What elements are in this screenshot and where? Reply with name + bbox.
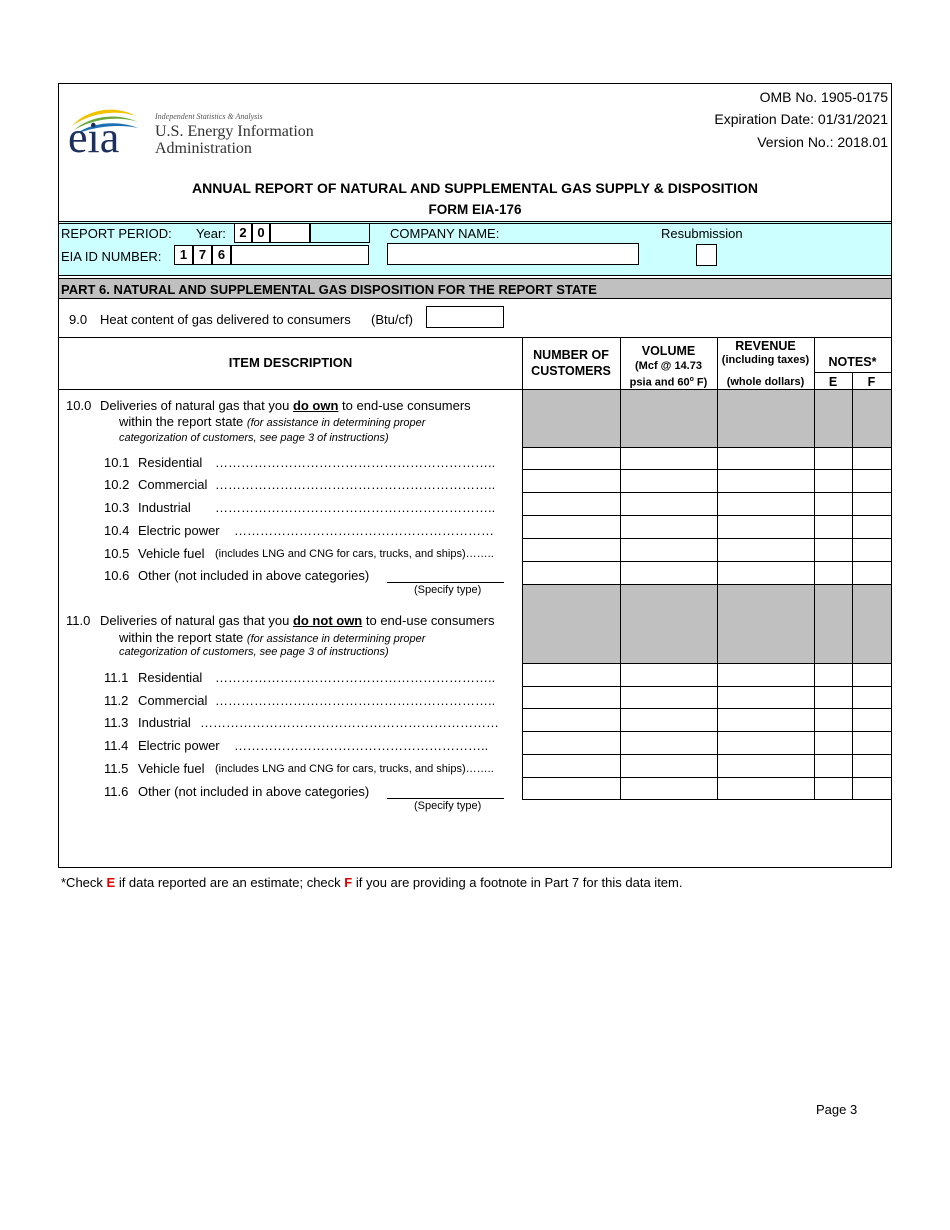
- item-10-6-specify-label: (Specify type): [414, 584, 482, 596]
- resubmission-checkbox[interactable]: [696, 244, 717, 266]
- grid10-gray-vline-3: [717, 389, 718, 447]
- agency-tagline: Independent Statistics & Analysis: [155, 112, 263, 121]
- item-11-2-dots: ………………………………………………………..: [215, 693, 496, 708]
- item-10-1-dots: ………………………………………………………..: [215, 455, 496, 470]
- sec10-row-3-note-f-input[interactable]: [853, 493, 891, 515]
- sec11-row-3-note-f-input[interactable]: [853, 709, 891, 731]
- sec11-row-4-customers-input[interactable]: [523, 732, 620, 754]
- sec11-row-5-volume-input[interactable]: [621, 755, 717, 777]
- sec10-row-2-revenue-input[interactable]: [718, 470, 814, 492]
- sec11-row-4-revenue-input[interactable]: [718, 732, 814, 754]
- item-10-3-dots: ………………………………………………………..: [215, 500, 496, 515]
- form-title: ANNUAL REPORT OF NATURAL AND SUPPLEMENTAL GAS SUPPLY & DISPOSITION: [191, 180, 758, 196]
- sec10-row-1-note-e-input[interactable]: [815, 448, 852, 469]
- item-10-6-specify-line: [387, 582, 504, 583]
- sec10-row-6-customers-input[interactable]: [523, 562, 620, 584]
- grid11-gray-vline-4: [814, 584, 815, 663]
- sec11-row-4-note-f-input[interactable]: [853, 732, 891, 754]
- year-label: Year:: [196, 226, 226, 241]
- item-11-6-specify-label: (Specify type): [414, 800, 482, 812]
- sec10-row-2-note-f-input[interactable]: [853, 470, 891, 492]
- section-11-line2: within the report state (for assistance in determining proper: [119, 630, 426, 645]
- grid11-gray-vline-2: [620, 584, 621, 663]
- heat-unit: (Btu/cf): [371, 312, 413, 327]
- item-11-6-label: Other (not included in above categories): [138, 784, 370, 799]
- sec11-row-1-volume-input[interactable]: [621, 664, 717, 686]
- item-11-1-number: 11.1: [104, 670, 129, 685]
- grid11-gray-vline-5: [852, 584, 853, 663]
- hdr-vline-3: [717, 337, 718, 389]
- sec10-row-3-volume-input[interactable]: [621, 493, 717, 515]
- item-11-3-dots: ……………………………………………………………: [200, 715, 499, 730]
- col-item-description: ITEM DESCRIPTION: [228, 355, 353, 370]
- agency-name-line1: U.S. Energy Information: [155, 123, 314, 140]
- gray-block-11: [522, 584, 891, 663]
- sec10-row-6-note-e-input[interactable]: [815, 562, 852, 584]
- company-name-input[interactable]: [387, 243, 639, 265]
- heat-label: Heat content of gas delivered to consumers: [100, 312, 351, 327]
- item-10-2-label: Commercial: [138, 477, 208, 492]
- item-10-3-label: Industrial: [138, 500, 191, 515]
- sec11-vline-6: [891, 584, 892, 799]
- sec10-row-6-revenue-input[interactable]: [718, 562, 814, 584]
- item-10-4-number: 10.4: [104, 523, 130, 538]
- item-11-4-number: 11.4: [104, 738, 129, 753]
- col-notes-e: E: [828, 375, 838, 389]
- section-11-line3: categorization of customers, see page 3 of instructions): [119, 646, 389, 658]
- report-period-label: REPORT PERIOD:: [61, 226, 172, 241]
- item-10-3-number: 10.3: [104, 500, 130, 515]
- grid11-gray-vline-1: [522, 584, 523, 663]
- item-11-5-number: 11.5: [104, 761, 129, 776]
- item-11-4-dots: …………………………………………………..: [234, 738, 489, 753]
- item-11-1-label: Residential: [138, 670, 203, 685]
- item-11-3-number: 11.3: [104, 715, 129, 730]
- item-10-5-note: (includes LNG and CNG for cars, trucks, and ships)……..: [215, 548, 494, 560]
- eia-id-digit-3[interactable]: 6: [212, 245, 231, 265]
- item-10-5-number: 10.5: [104, 546, 130, 561]
- agency-name-line2: Administration: [155, 140, 252, 157]
- page-number: Page 3: [816, 1102, 858, 1117]
- company-name-label: COMPANY NAME:: [390, 226, 500, 241]
- sec10-row-5-note-f-input[interactable]: [853, 539, 891, 561]
- year-digit-2[interactable]: 0: [252, 223, 270, 243]
- sec10-row-1-revenue-input[interactable]: [718, 448, 814, 469]
- eia-id-digit-1[interactable]: 1: [174, 245, 193, 265]
- col-customers-line2: CUSTOMERS: [531, 364, 611, 378]
- footnote: *Check E if data reported are an estimate; check F if you are providing a footnote in Part 7 for this data item.: [61, 875, 683, 890]
- sec11-row-5-note-e-input[interactable]: [815, 755, 852, 777]
- sec10-row-5-volume-input[interactable]: [621, 539, 717, 561]
- item-11-6-number: 11.6: [104, 784, 129, 799]
- sec11-row-4-note-e-input[interactable]: [815, 732, 852, 754]
- section-11-heading: Deliveries of natural gas that you do not own to end-use consumers: [100, 613, 495, 628]
- sec10-hline-7: [522, 584, 891, 585]
- sec10-row-4-customers-input[interactable]: [523, 516, 620, 538]
- sec10-row-4-volume-input[interactable]: [621, 516, 717, 538]
- omb-number: OMB No. 1905-0175: [759, 89, 888, 105]
- grid10-gray-vline-5: [852, 389, 853, 447]
- grid10-gray-vline-4: [814, 389, 815, 447]
- sec10-row-1-customers-input[interactable]: [523, 448, 620, 469]
- heat-content-input[interactable]: [426, 306, 504, 328]
- sec10-row-2-note-e-input[interactable]: [815, 470, 852, 492]
- sec11-row-1-revenue-input[interactable]: [718, 664, 814, 686]
- sec11-row-2-customers-input[interactable]: [523, 687, 620, 708]
- sec11-row-2-note-f-input[interactable]: [853, 687, 891, 708]
- sec11-row-6-note-e-input[interactable]: [815, 778, 852, 799]
- grid10-gray-vline-2: [620, 389, 621, 447]
- year-field-spacer: [310, 223, 370, 243]
- version-number: Version No.: 2018.01: [757, 134, 888, 150]
- sec10-row-5-customers-input[interactable]: [523, 539, 620, 561]
- col-volume-line1: VOLUME: [641, 344, 696, 358]
- item-10-5-label: Vehicle fuel: [138, 546, 205, 561]
- grid10-gray-vline-1: [522, 389, 523, 447]
- sec10-row-1-volume-input[interactable]: [621, 448, 717, 469]
- sec10-row-3-revenue-input[interactable]: [718, 493, 814, 515]
- sec11-row-1-note-e-input[interactable]: [815, 664, 852, 686]
- sec11-hline-7: [522, 799, 891, 800]
- form-number: FORM EIA-176: [428, 202, 522, 217]
- item-11-3-label: Industrial: [138, 715, 191, 730]
- section-11-number: 11.0: [66, 613, 91, 628]
- item-10-2-number: 10.2: [104, 477, 130, 492]
- sec10-row-3-customers-input[interactable]: [523, 493, 620, 515]
- sec10-row-6-volume-input[interactable]: [621, 562, 717, 584]
- gray-block-10: [522, 390, 891, 447]
- sec11-row-3-note-e-input[interactable]: [815, 709, 852, 731]
- item-10-6-label: Other (not included in above categories): [138, 568, 370, 583]
- resubmission-label: Resubmission: [661, 226, 743, 241]
- col-notes-f: F: [867, 375, 876, 389]
- hdr-vline-1: [522, 337, 523, 389]
- item-11-5-label: Vehicle fuel: [138, 761, 205, 776]
- sec11-row-5-revenue-input[interactable]: [718, 755, 814, 777]
- sec11-row-5-customers-input[interactable]: [523, 755, 620, 777]
- sec11-row-2-revenue-input[interactable]: [718, 687, 814, 708]
- hdr-vline-5: [852, 372, 853, 389]
- year-digit-1[interactable]: 2: [234, 223, 252, 243]
- sec10-row-4-note-f-input[interactable]: [853, 516, 891, 538]
- sec10-row-3-note-e-input[interactable]: [815, 493, 852, 515]
- sec11-row-4-volume-input[interactable]: [621, 732, 717, 754]
- col-notes: NOTES*: [828, 355, 877, 369]
- col-volume-line3: psia and 60$^o$ F): [629, 376, 708, 389]
- item-10-6-number: 10.6: [104, 568, 130, 583]
- item-11-2-number: 11.2: [104, 693, 129, 708]
- item-11-1-dots: ………………………………………………………..: [215, 670, 496, 685]
- heat-number: 9.0: [69, 312, 88, 327]
- logo-text: eia: [68, 113, 120, 162]
- item-11-4-label: Electric power: [138, 738, 220, 753]
- sec11-row-2-volume-input[interactable]: [621, 687, 717, 708]
- eia-id-remaining[interactable]: [231, 245, 369, 265]
- sec11-row-1-customers-input[interactable]: [523, 664, 620, 686]
- hdr-vline-2: [620, 337, 621, 389]
- sec11-row-3-customers-input[interactable]: [523, 709, 620, 731]
- sec10-row-5-revenue-input[interactable]: [718, 539, 814, 561]
- col-volume-line2: (Mcf @ 14.73: [635, 360, 702, 372]
- sec10-row-4-revenue-input[interactable]: [718, 516, 814, 538]
- sec10-row-2-volume-input[interactable]: [621, 470, 717, 492]
- part-title: PART 6. NATURAL AND SUPPLEMENTAL GAS DISPOSITION FOR THE REPORT STATE: [61, 282, 597, 297]
- item-11-6-specify-line: [387, 798, 504, 799]
- sec10-vline-6: [891, 389, 892, 584]
- sec11-row-6-customers-input[interactable]: [523, 778, 620, 799]
- col-revenue-line3: (whole dollars): [726, 376, 805, 388]
- section-10-heading: Deliveries of natural gas that you do own to end-use consumers: [100, 398, 471, 413]
- sec10-row-5-note-e-input[interactable]: [815, 539, 852, 561]
- item-11-5-note: (includes LNG and CNG for cars, trucks, and ships)……..: [215, 763, 494, 775]
- section-10-line3: categorization of customers, see page 3 of instructions): [119, 432, 389, 444]
- sec10-row-4-note-e-input[interactable]: [815, 516, 852, 538]
- sec11-row-3-revenue-input[interactable]: [718, 709, 814, 731]
- item-10-2-dots: ………………………………………………………..: [215, 477, 496, 492]
- item-10-1-label: Residential: [138, 455, 203, 470]
- hdr-vline-4: [814, 337, 815, 389]
- eia-id-digit-2[interactable]: 7: [193, 245, 212, 265]
- sec10-row-2-customers-input[interactable]: [523, 470, 620, 492]
- sec11-row-5-note-f-input[interactable]: [853, 755, 891, 777]
- item-11-2-label: Commercial: [138, 693, 208, 708]
- col-revenue-line1: REVENUE: [735, 339, 796, 353]
- section-10-line2: within the report state (for assistance in determining proper: [119, 414, 426, 429]
- section-10-number: 10.0: [66, 398, 92, 413]
- col-customers-line1: NUMBER OF: [533, 348, 609, 362]
- eia-logo: [68, 104, 140, 162]
- sec11-row-2-note-e-input[interactable]: [815, 687, 852, 708]
- sec11-row-6-revenue-input[interactable]: [718, 778, 814, 799]
- sec11-row-6-note-f-input[interactable]: [853, 778, 891, 799]
- table-top-border: [59, 337, 891, 338]
- item-10-4-dots: ……………………………………………………: [234, 523, 494, 538]
- year-digits-remaining[interactable]: [270, 223, 310, 243]
- col-revenue-line2: (including taxes): [721, 354, 810, 366]
- sec11-row-3-volume-input[interactable]: [621, 709, 717, 731]
- sec10-row-6-note-f-input[interactable]: [853, 562, 891, 584]
- grid11-gray-vline-3: [717, 584, 718, 663]
- expiration-date: Expiration Date: 01/31/2021: [714, 111, 888, 127]
- sec10-row-1-note-f-input[interactable]: [853, 448, 891, 469]
- item-10-4-label: Electric power: [138, 523, 220, 538]
- sec11-row-1-note-f-input[interactable]: [853, 664, 891, 686]
- sec11-row-6-volume-input[interactable]: [621, 778, 717, 799]
- eia-id-label: EIA ID NUMBER:: [61, 249, 162, 264]
- item-10-1-number: 10.1: [104, 455, 130, 470]
